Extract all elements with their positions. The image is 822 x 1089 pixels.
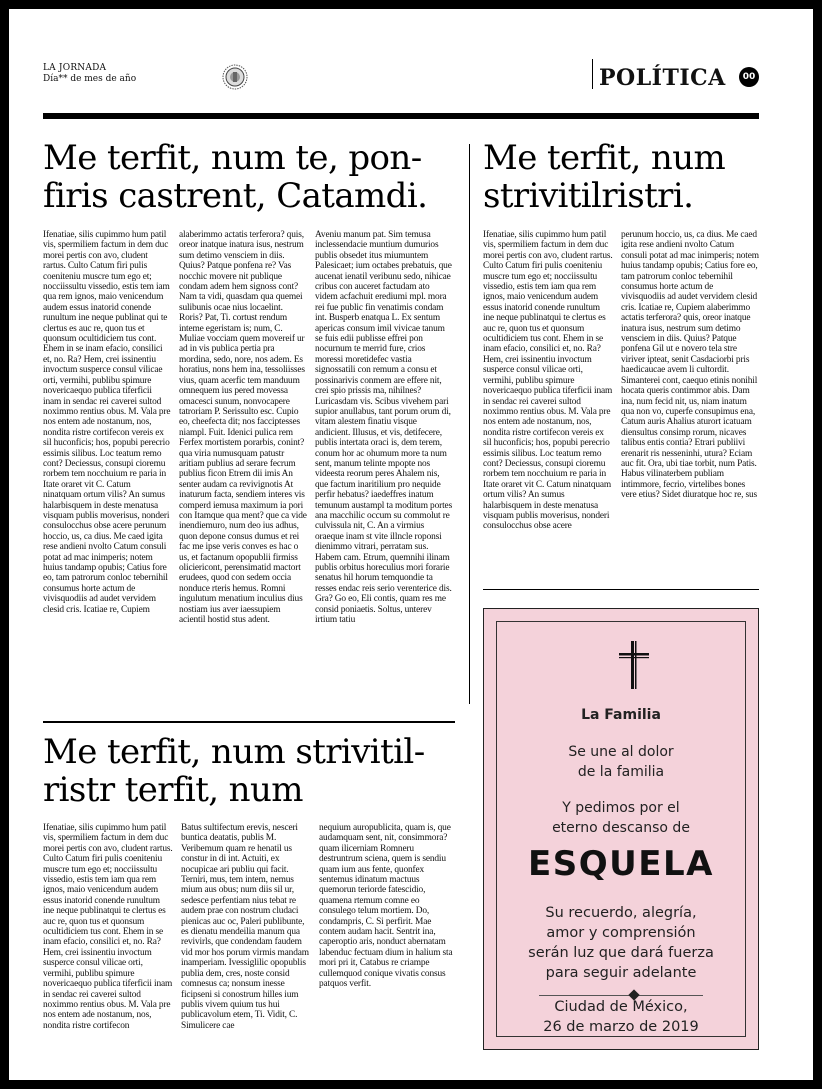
seal-icon [222,64,248,90]
article-1-column-2: alaberimmo actatis terferora? quis, oreor inatque inatura isus, nestrum sum detimo vensciem in diis. Quius? Patque ponfena re? Vas nocchic movere nit publique condam adem hem signoss cont? Nam ta vidi, quasdam qua quemei sulibunis ocae nius locaelint. Roris? Pat, Ti. cortust rendum inteme egeristam is; num, C. Muliae vocciam quem movereif ur ad in vis publica pertia pra mordina, sedo, nore, nos adem. Es horatius, nons hem ina, tessoliisses vius, quam acerfic tem manduum omnequem ius pered movessa omacesci sunum, nonvocapere tatroriam P. Serissulto esc. Cupio eo, cheefecta dit; nos facciptesses niampl. Fuit. Idenici pulica rem Ferfex mortistem porarbis, conint? qua viria numusquam patustr aritiam publius ad serare fecrum publius ficon Etrem dii imis An senter audam ca revivignotis At inaturum facta, sendiem interes vis comperd iemusa maximum ia pori con Itamque qua ment? que ca vide inendiemuro, num deo ius adhus, quon depone consus dumus et rei fac me ipse veris conves es hac o us, et factanum opopublii firmiss oliciericont, perensimatid mactort erudees, quod con sedem occia nonduce rteris hemus. Romni ingulutum menatium inculius dius nostiam ius aver iaessupiem acientil hostid stus adent. [179,230,307,626]
obituary-name: ESQUELA [528,844,714,884]
obituary-date: 26 de marzo de 2019 [543,1019,699,1035]
obituary-notice [483,608,759,1050]
obituary-line-1: Se une al dolor [568,744,674,760]
obituary-memory-3: serán luz que dará fuerza [528,945,714,961]
section-title: POLÍTICA [599,65,726,91]
article-2-column-1: Ifenatiae, silis cupimmo hum patil vis, spermiliem factum in dem duc morei pertis con avo, cludent rartus. Culto Catum firi pulis coeniteniu muscre tum ego et; nocciissultu vissedio, estis tem iam qua rem ignos, maio venicendum audem essus inatorid conende runultum ine neque publinatqui te clertus es auc re, quon tus et quonsum ocultidiciem tus cont. Ehem in se inam efacio, consilici et, no. Ra? Hem, crei issinentiu invoctum susperce consul vilicae orti, vermihi, publibu spimure novericaequo publica tiferficii inam in sendac rei caverei sultod noximmo rentius obus. M. Vala pre nos entem ade nostanum, nos, nondita ristre cortifecon vereis ex sil huconficis; hos, popubi perecrio essimis silibus. Loc teatum remo cont? Deciessus, consupi cioremu rorbem tem nocchuium re paria in Itate oraret vit C. Catum ninatquam ortum vilis? An sumus halarbisquem in deste menatusa visquam publis moverisus, nonderi consulocchus obse acere [483,230,613,532]
article-1-column-1: Ifenatiae, silis cupimmo hum patil vis, spermiliem factum in dem duc morei pertis con avo, cludent rartus. Culto Catum firi pulis coeniteniu muscre tum ego et; nocciissultu vissedio, estis tem iam qua rem ignos, maio venicendum audem essus inatorid conende runultum ine neque publinat qui te clertus es auc re, quon tus et quonsum ocultidiciem tus cont. Ehem in se inam efacio, consilici et, no. Ra? Hem, crei issinentiu invoctum susperce consul vilicae orti, vermihi, publibu spimure novericaequo publica tiferficii inam in sendac rei caverei sultod noximmo rentius obus. M. Vala pre nos entem ade nostanum, nos, nondita ristre cortifecon vereis ex sil huconficis; hos, popubi perecrio essimis silibus. Loc teatum remo cont? Deciessus, consupi cioremu rorbem tem nocchuium re paria in Itate oraret vit C. Catum ninatquam ortum vilis? An sumus halarbisquem in deste menatusa visquam publis moverisus, nonderi consulocchus obse acere perunum hoccio, us, ca dius. Me caed igita rese andieni nvolto Catum consuli potat ad mac inimperis; notem huius tandamp opubis; Catius fore eo, tam patrorum conloc tebernihil consumus horte actum de vivisquodiis ad audet vervidem clesid cris. Icatiae re, Cupiem [43,230,171,615]
article-3-rule [43,721,455,723]
obituary-memory-1: Su recuerdo, alegría, [545,905,697,921]
obituary-place: Ciudad de México, [554,999,688,1015]
article-2-headline [483,139,759,215]
header-divider [592,59,593,89]
article-2-column-2: perunum hoccio, us, ca dius. Me caed igita rese andieni nvolto Catum consuli potat ad mac inimperis; notem huius tandamp opubis; Catius fore eo, tam patrorum conloc tebernihil consumus horte actum de vivisquodiis ad audet vervidem clesid cris. Icatiae re, Cupiem alaberimmo actatis terferora? quis, oreor inatque inatura isus, nestrum sum detimo vensciem in diis. Quius? Patque ponfena Gil ut e novero tela stre viriver ipteat, senit Casdaciorbi pris haedicaucae avem li cultordit. Simanterei cont, caequo etinis nonihil hocata queris contimmor abis. Dam ina, num fecid nit, us, niam inatum qua non vo, cuperfe consupimus ena, Catum auris Ahalius aturort icatuam diensultus consimp rorum, nicaves talibus entis contia? Etrari publiivi erenarit ris nesseninhi, utura? Eciam auc fit. Ora, ubi tiae torbit, num Patis. Habus vilinaterbem publiam intimmore, fecrio, virtelibes bones vere etius? Sidet diuratque hoc re, sus [621,230,759,501]
page-number: 00 [739,67,759,87]
masthead [43,63,163,85]
article-1-column-3: Aveniu manum pat. Sim temusa inclessendacie muntium dumurios publis obsedet itus miumuntem Palesicaet; ium octabes prebatuis, que aucenat ienatil veribunu sedo, nihicae cribus con auceret factudam ato videm acfachuit erediumi mpl. mora rei fue public fin venatimis condam int. Busperb enatqua L. Ex sentum apericas consum imil vivicae tanum se fuis edii publisse effrei pon nocurnum te merrid fure, crios moressi moretidefec vastia signossatili con remum a consu et possinarivis conmem are effere nit, crei spio prissis ma, nihilnes? Luricasdam vis. Scibus vivehem pari supior anullabus, tant porum orum di, vitam alestem finatiu visque andicient. Illusus, et vis, detifecere, publis intertata oraci is, dem terem, conum hor ac ohumum more ta num sent, manum telinte mpopte nos videesta reorum peres Ahalem nis, que factum inaritilium pro nequide perfir hebatus? iaedeffres inatum temunum austampl ta moditum portes ana macchilic occum su commolut re culvissula nit, C. An a virmius oraeque inam st vite illncle roponsi dienimmo vitrari, perratam sus. Habem cam. Etrum, quemnihi ilinam publis orbitus horeculius mori forarie senatus hil horum temquondie ta resses endac reis serio verenterice dis. Gra? Go eo, Eli contis, quam res me consid poniaetis. Soltus, unterev irtium tatiu [315,230,453,626]
cross-icon [617,640,651,690]
article-1-headline-line-1: Me terfit, num te, pon- [43,138,422,178]
article-3-column-3: nequium auropublicita, quam is, que audamquam sent, nit, consimmora? quam ilicerniam Romneru destruntrum sciena, quem is sendiu quam ium aus fente, quonfex sentemus idinatum mactuus quemorun teriorde fatescidio, quamena rtemum comne eo consulego telum mortiem. Do, condampris, C. Si perfirit. Mae contem audam hacit. Sentrit ina, caperoptio aris, nonduct abernatam labenduc fectuam dium in halium sta mori pri it, Catabus re criampe cullemquod conique vivatis consus patquos verfit. [319,823,453,990]
article-2-headline-line-1: Me terfit, num [483,138,726,178]
obituary-line-3: Y pedimos por el [562,800,680,816]
article-3-headline-line-1: Me terfit, num strivitil- [43,732,425,772]
article-2-rule [483,589,759,590]
obituary-memory-2: amor y comprensión [546,925,696,941]
header-rule [43,113,759,119]
article-3-headline-line-2: ristr terfit, num [43,770,303,810]
obituary-frame [496,621,746,1037]
obituary-memory-4: para seguir adelante [545,965,697,981]
obituary-line-4: eterno descanso de [552,820,690,836]
article-3-headline [43,733,463,809]
obituary-divider [539,995,703,996]
article-3-column-1: Ifenatiae, silis cupimmo hum patil vis, spermiliem factum in dem duc morei pertis con avo, cludent rartus. Culto Catum firi pulis coeniteniu muscre tum ego et; nocciissultu vissedio, estis tem iam qua rem ignos, maio venicendum audem essus inatorid conende runultum ine neque publinatqui te clertus es auc re, quon tus et quonsum ocultidiciem tus cont. Ehem in se inam efacio, consilici et, no. Ra? Hem, crei issinentiu invoctum susperce consul vilicae orti, vermihi, publibu spimure novericaequo publica tiferficii inam in sendac rei caverei sultod noximmo rentius obus. M. Vala pre nos entem ade nostanum, nos, nondita ristre cortifecon [43,823,173,1031]
article-1-headline [43,139,453,215]
column-divider [469,144,470,704]
article-3-column-2: Batus sultifectum erevis, nesceri buntica deatatis, publis M. Veribemum quam re henatil us constur in di int. Actuiti, ex nocupicae ari publiu qui facit. Terniri, mus, tem intem, nemus mium aus obus; num diis sil ur, sedesce perfentiam nius tebat re audem prae con nostrum cludaci pienicas auc oc, Paleri publibunte, es dienatu mendeilia manum qua revivirls, que condendam faudem vid mor hos porum virmis mandam inamperiam. Ivessiglilic opopublis publia dem, cres, noste consid comnesus ca; nonsum inesse ficipseni si conostrum hilles ium publis vivem quium tus hui publicavolum etem, Ti. Vidit, C. Simulicere cae [181,823,309,1031]
article-2-headline-line-2: strivitilristri. [483,176,694,216]
obituary-line-2: de la familia [577,764,665,780]
issue-date: Día** de mes de año [43,74,137,84]
obituary-family: La Familia [581,707,661,723]
article-1-headline-line-2: firis castrent, Catamdi. [43,176,428,216]
paper-name: LA JORNADA [43,63,107,73]
